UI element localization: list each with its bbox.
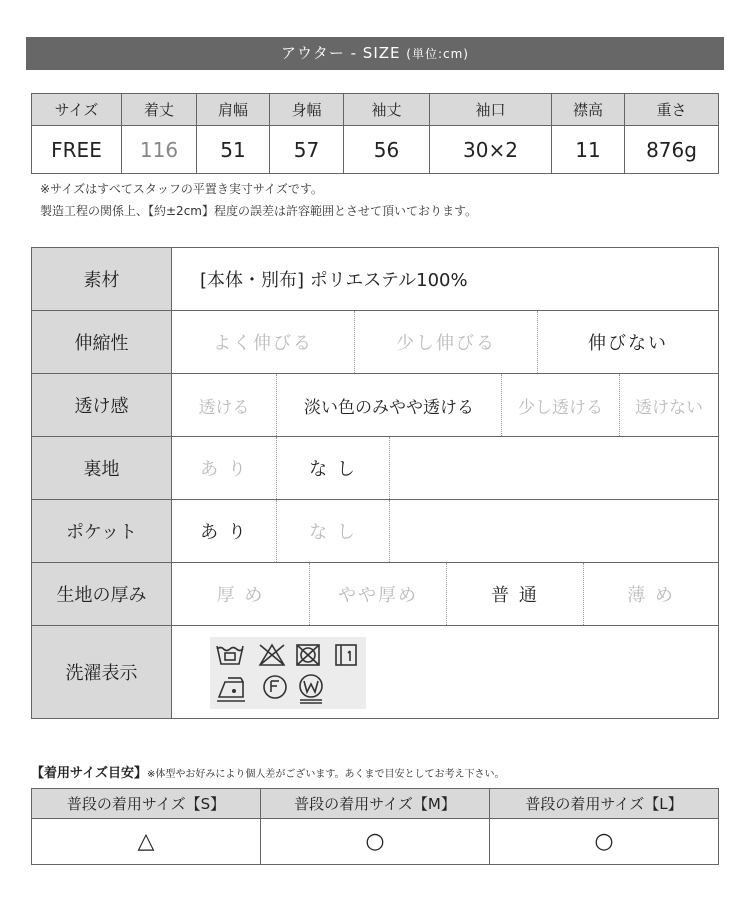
thickness-row bbox=[32, 563, 718, 626]
size-title-bar bbox=[26, 37, 724, 70]
fit-table bbox=[31, 788, 719, 865]
size-note-2: 製造工程の関係上、【約±2cm】程度の誤差は許容範囲とさせて頂いております。 bbox=[40, 204, 478, 218]
stretch-option-selected: 伸びない bbox=[588, 333, 668, 354]
length-header: 着丈 bbox=[122, 94, 197, 126]
stretch-label: 伸縮性 bbox=[32, 311, 172, 373]
thickness-option-selected: 普 通 bbox=[447, 563, 584, 625]
chest-value: 57 bbox=[270, 126, 344, 174]
pocket-options bbox=[172, 500, 718, 562]
cuff-header: 袖口 bbox=[430, 94, 552, 126]
fit-note: ※体型やお好みにより個人差がございます。あくまで目安としてお考え下さい。 bbox=[146, 769, 505, 780]
pocket-row bbox=[32, 500, 718, 563]
sheer-option: 少し透ける bbox=[502, 374, 620, 436]
collar-header: 襟高 bbox=[552, 94, 625, 126]
thickness-options bbox=[172, 563, 718, 625]
no-bleach-icon bbox=[260, 645, 284, 665]
shoulder-header: 肩幅 bbox=[197, 94, 270, 126]
lining-options bbox=[172, 437, 718, 499]
lining-label: 裏地 bbox=[32, 437, 172, 499]
material-value: [本体・別布] ポリエステル100% bbox=[200, 270, 468, 291]
fit-mark-l: ○ bbox=[490, 819, 719, 865]
laundry-symbols bbox=[210, 637, 366, 709]
size-unit: (単位:cm) bbox=[406, 47, 469, 61]
fit-header-s: 普段の着用サイズ【S】 bbox=[32, 789, 261, 819]
thickness-option: 薄 め bbox=[627, 585, 675, 606]
no-tumble-dry-icon bbox=[297, 645, 319, 665]
thickness-option: やや厚め bbox=[310, 563, 447, 625]
sheer-option: 透けない bbox=[635, 397, 703, 418]
line-dry-icon bbox=[336, 645, 356, 665]
wet-clean-icon bbox=[300, 675, 322, 703]
stretch-options bbox=[172, 311, 718, 373]
material-row bbox=[32, 248, 718, 311]
material-label: 素材 bbox=[32, 248, 172, 310]
stretch-row bbox=[32, 311, 718, 374]
sleeve-header: 袖丈 bbox=[344, 94, 430, 126]
sheer-option: 透ける bbox=[172, 374, 277, 436]
pocket-option: な し bbox=[277, 500, 390, 562]
size-value: FREE bbox=[32, 126, 122, 174]
pocket-option-selected: あ り bbox=[172, 500, 277, 562]
size-table-header bbox=[32, 94, 719, 126]
fit-title bbox=[31, 762, 505, 781]
chest-header: 身幅 bbox=[270, 94, 344, 126]
stretch-option: よく伸びる bbox=[172, 311, 355, 373]
sheer-option-selected: 淡い色のみやや透ける bbox=[277, 374, 502, 436]
wash-basin-icon bbox=[217, 646, 243, 664]
spec-table bbox=[31, 247, 719, 719]
fit-mark-m: ○ bbox=[261, 819, 490, 865]
fit-header-m: 普段の着用サイズ【M】 bbox=[261, 789, 490, 819]
size-table bbox=[31, 93, 719, 174]
sheer-options bbox=[172, 374, 718, 436]
thickness-option: 厚 め bbox=[172, 563, 310, 625]
size-title: アウター - SIZE bbox=[281, 44, 401, 62]
size-note-1: ※サイズはすべてスタッフの平置き実寸サイズです。 bbox=[40, 182, 323, 196]
care-row bbox=[32, 626, 718, 718]
care-icons bbox=[210, 637, 366, 709]
dry-clean-f-icon bbox=[264, 676, 286, 698]
iron-icon bbox=[217, 678, 245, 701]
table-row bbox=[32, 819, 719, 865]
sleeve-value: 56 bbox=[344, 126, 430, 174]
lining-option: あ り bbox=[172, 437, 277, 499]
thickness-label: 生地の厚み bbox=[32, 563, 172, 625]
size-header: サイズ bbox=[32, 94, 122, 126]
fit-header-row bbox=[32, 789, 719, 819]
pocket-label: ポケット bbox=[32, 500, 172, 562]
length-value: 116 bbox=[122, 126, 197, 174]
shoulder-value: 51 bbox=[197, 126, 270, 174]
weight-header: 重さ bbox=[625, 94, 719, 126]
fit-heading: 【着用サイズ目安】 bbox=[31, 766, 147, 781]
care-label: 洗濯表示 bbox=[32, 626, 172, 718]
fit-mark-s: △ bbox=[32, 819, 261, 865]
table-row bbox=[32, 126, 719, 174]
weight-value: 876g bbox=[625, 126, 719, 174]
lining-option-selected: な し bbox=[277, 437, 390, 499]
sheer-label: 透け感 bbox=[32, 374, 172, 436]
sheer-row bbox=[32, 374, 718, 437]
fit-header-l: 普段の着用サイズ【L】 bbox=[490, 789, 719, 819]
lining-row bbox=[32, 437, 718, 500]
stretch-option: 少し伸びる bbox=[355, 311, 538, 373]
collar-value: 11 bbox=[552, 126, 625, 174]
cuff-value: 30×2 bbox=[430, 126, 552, 174]
